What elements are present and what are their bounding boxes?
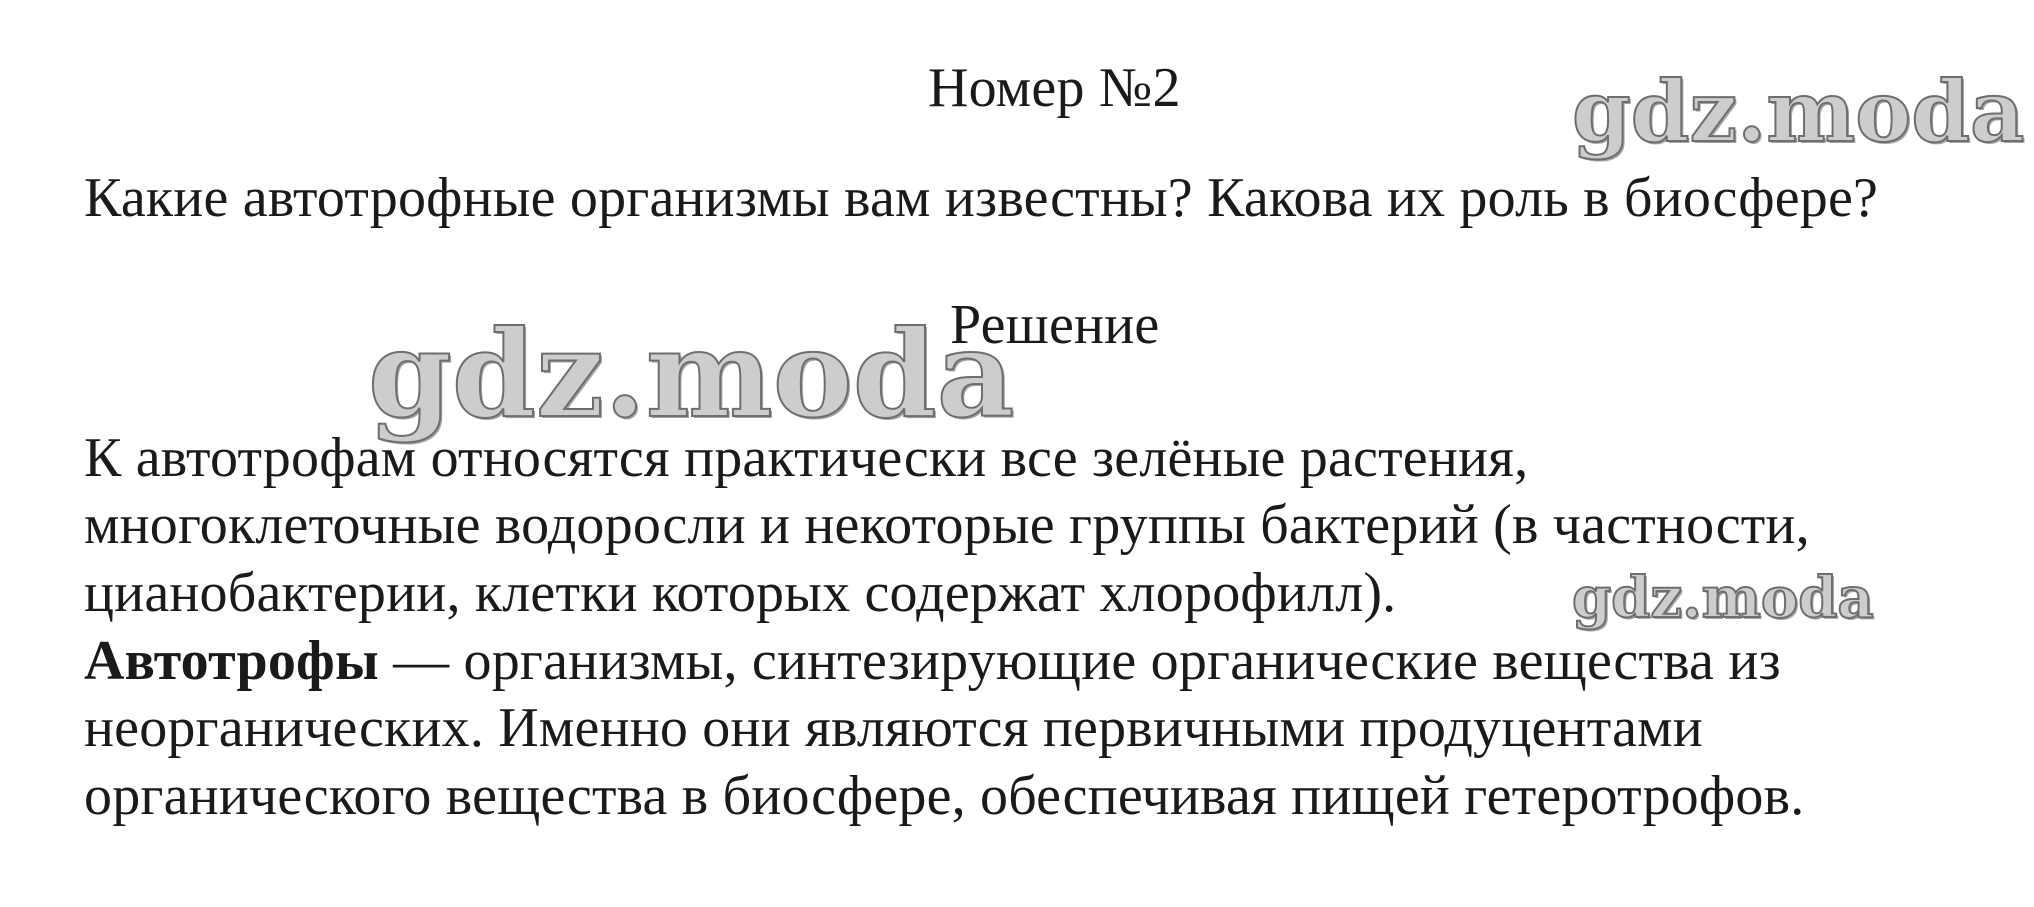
- answer-line-3: цианобактерии, клетки которых содержат хлорофилл).: [84, 562, 1397, 624]
- answer-line-2: многоклеточные водоросли и некоторые группы бактерий (в частности,: [84, 494, 1810, 556]
- watermark-small: gdz.moda: [1572, 565, 1874, 631]
- answer-line-6: органического вещества в биосфере, обеспечивая пищей гетеротрофов.: [84, 765, 1805, 827]
- solution-heading: Решение: [950, 294, 1160, 356]
- question-text: Какие автотрофные организмы вам известны? Какова их роль в биосфере?: [84, 167, 1879, 229]
- watermark-middle: gdz.moda: [368, 304, 1015, 445]
- answer-line-4: [84, 630, 1781, 692]
- watermark-top: gdz.moda: [1572, 62, 2025, 161]
- answer-line-5: неорганических. Именно они являются первичными продуцентами: [84, 697, 1703, 759]
- number-heading: Номер №2: [928, 57, 1181, 119]
- term-autotrophs: Автотрофы: [84, 630, 379, 692]
- definition-text: — организмы, синтезирующие органические вещества из: [378, 630, 1781, 692]
- answer-line-1: К автотрофам относятся практически все зелёные растения,: [84, 427, 1529, 489]
